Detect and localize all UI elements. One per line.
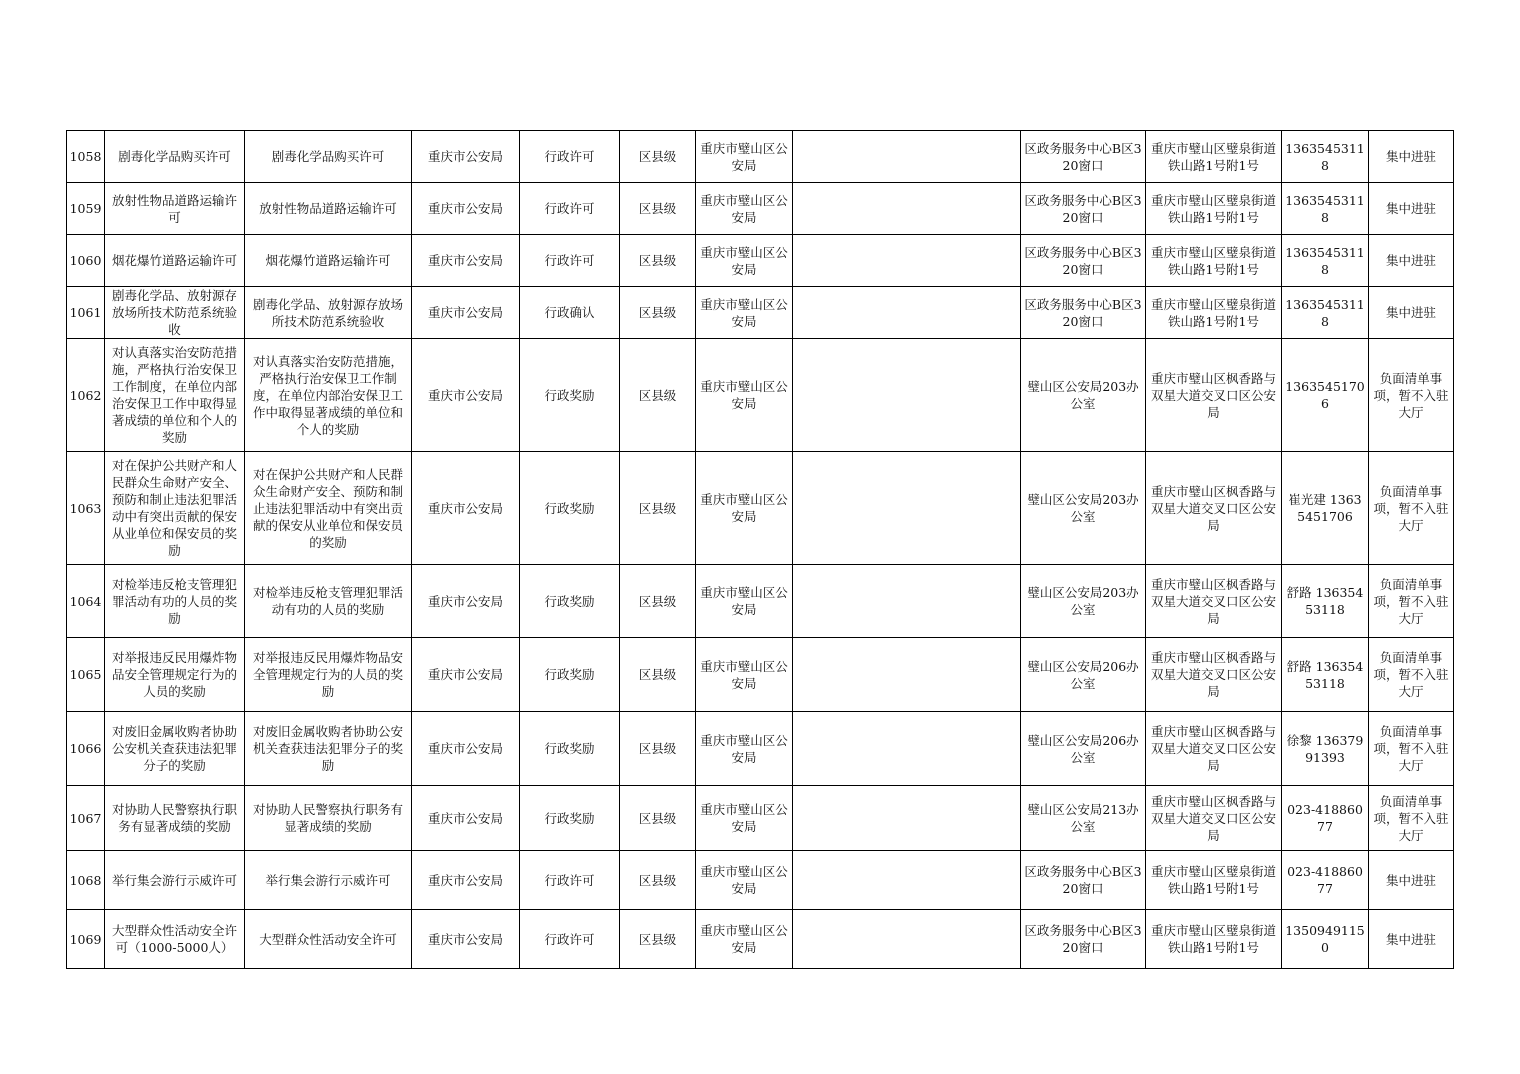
cell-type: 行政奖励 — [520, 339, 620, 452]
cell-address: 重庆市璧山区枫香路与双星大道交叉口区公安局 — [1146, 638, 1282, 712]
cell-sub-name: 大型群众性活动安全许可 — [245, 910, 412, 969]
cell-org: 重庆市璧山区公安局 — [696, 910, 793, 969]
cell-contact: 舒路 13635453118 — [1282, 638, 1369, 712]
cell-mode: 负面清单事项，暂不入驻大厅 — [1369, 565, 1454, 638]
cell-window: 区政务服务中心B区320窗口 — [1021, 287, 1146, 339]
cell-mode: 负面清单事项，暂不入驻大厅 — [1369, 638, 1454, 712]
cell-level: 区县级 — [620, 287, 696, 339]
cell-blank — [793, 339, 1021, 452]
cell-sub-name: 对检举违反枪支管理犯罪活动有功的人员的奖励 — [245, 565, 412, 638]
cell-address: 重庆市璧山区璧泉街道铁山路1号附1号 — [1146, 910, 1282, 969]
table-row — [67, 910, 1454, 969]
cell-dept: 重庆市公安局 — [412, 910, 520, 969]
table-body — [67, 131, 1454, 969]
cell-level: 区县级 — [620, 235, 696, 287]
cell-name: 烟花爆竹道路运输许可 — [105, 235, 245, 287]
cell-sub-name: 烟花爆竹道路运输许可 — [245, 235, 412, 287]
cell-no: 1064 — [67, 565, 105, 638]
cell-mode: 集中进驻 — [1369, 131, 1454, 183]
cell-name: 对协助人民警察执行职务有显著成绩的奖励 — [105, 786, 245, 851]
cell-no: 1067 — [67, 786, 105, 851]
cell-type: 行政奖励 — [520, 712, 620, 786]
cell-window: 区政务服务中心B区320窗口 — [1021, 851, 1146, 910]
cell-blank — [793, 786, 1021, 851]
cell-type: 行政奖励 — [520, 565, 620, 638]
cell-sub-name: 放射性物品道路运输许可 — [245, 183, 412, 235]
cell-contact: 13635451706 — [1282, 339, 1369, 452]
cell-sub-name: 对在保护公共财产和人民群众生命财产安全、预防和制止违法犯罪活动中有突出贡献的保安从业单位和保安员的奖励 — [245, 452, 412, 565]
cell-blank — [793, 565, 1021, 638]
cell-type: 行政奖励 — [520, 638, 620, 712]
cell-dept: 重庆市公安局 — [412, 712, 520, 786]
cell-window: 区政务服务中心B区320窗口 — [1021, 183, 1146, 235]
table-row — [67, 712, 1454, 786]
cell-level: 区县级 — [620, 452, 696, 565]
cell-type: 行政确认 — [520, 287, 620, 339]
cell-no: 1060 — [67, 235, 105, 287]
cell-sub-name: 对废旧金属收购者协助公安机关查获违法犯罪分子的奖励 — [245, 712, 412, 786]
cell-type: 行政许可 — [520, 183, 620, 235]
cell-blank — [793, 712, 1021, 786]
table-row — [67, 452, 1454, 565]
cell-name: 对举报违反民用爆炸物品安全管理规定行为的人员的奖励 — [105, 638, 245, 712]
cell-level: 区县级 — [620, 786, 696, 851]
cell-sub-name: 剧毒化学品、放射源存放场所技术防范系统验收 — [245, 287, 412, 339]
cell-window: 璧山区公安局206办公室 — [1021, 712, 1146, 786]
cell-level: 区县级 — [620, 183, 696, 235]
cell-name: 大型群众性活动安全许可（1000-5000人） — [105, 910, 245, 969]
cell-contact: 13635453118 — [1282, 235, 1369, 287]
table-row — [67, 183, 1454, 235]
table-row — [67, 638, 1454, 712]
cell-address: 重庆市璧山区璧泉街道铁山路1号附1号 — [1146, 183, 1282, 235]
table-row — [67, 565, 1454, 638]
cell-sub-name: 举行集会游行示威许可 — [245, 851, 412, 910]
cell-name: 对认真落实治安防范措施，严格执行治安保卫工作制度，在单位内部治安保卫工作中取得显著成绩的单位和个人的奖励 — [105, 339, 245, 452]
cell-dept: 重庆市公安局 — [412, 183, 520, 235]
cell-window: 璧山区公安局213办公室 — [1021, 786, 1146, 851]
cell-org: 重庆市璧山区公安局 — [696, 452, 793, 565]
cell-window: 区政务服务中心B区320窗口 — [1021, 235, 1146, 287]
cell-mode: 负面清单事项，暂不入驻大厅 — [1369, 712, 1454, 786]
cell-mode: 负面清单事项，暂不入驻大厅 — [1369, 339, 1454, 452]
cell-level: 区县级 — [620, 638, 696, 712]
cell-contact: 13635453118 — [1282, 131, 1369, 183]
cell-type: 行政许可 — [520, 235, 620, 287]
cell-blank — [793, 452, 1021, 565]
cell-window: 璧山区公安局206办公室 — [1021, 638, 1146, 712]
cell-type: 行政奖励 — [520, 452, 620, 565]
cell-contact: 舒路 13635453118 — [1282, 565, 1369, 638]
cell-no: 1069 — [67, 910, 105, 969]
cell-dept: 重庆市公安局 — [412, 452, 520, 565]
cell-no: 1058 — [67, 131, 105, 183]
cell-dept: 重庆市公安局 — [412, 638, 520, 712]
cell-org: 重庆市璧山区公安局 — [696, 565, 793, 638]
cell-address: 重庆市璧山区璧泉街道铁山路1号附1号 — [1146, 235, 1282, 287]
cell-org: 重庆市璧山区公安局 — [696, 712, 793, 786]
cell-org: 重庆市璧山区公安局 — [696, 339, 793, 452]
cell-blank — [793, 638, 1021, 712]
cell-name: 对废旧金属收购者协助公安机关查获违法犯罪分子的奖励 — [105, 712, 245, 786]
cell-contact: 13509491150 — [1282, 910, 1369, 969]
table-row — [67, 131, 1454, 183]
cell-window: 璧山区公安局203办公室 — [1021, 565, 1146, 638]
cell-no: 1065 — [67, 638, 105, 712]
cell-blank — [793, 910, 1021, 969]
table-row — [67, 339, 1454, 452]
cell-window: 区政务服务中心B区320窗口 — [1021, 910, 1146, 969]
cell-sub-name: 对举报违反民用爆炸物品安全管理规定行为的人员的奖励 — [245, 638, 412, 712]
cell-address: 重庆市璧山区枫香路与双星大道交叉口区公安局 — [1146, 565, 1282, 638]
cell-address: 重庆市璧山区璧泉街道铁山路1号附1号 — [1146, 287, 1282, 339]
cell-org: 重庆市璧山区公安局 — [696, 786, 793, 851]
cell-blank — [793, 851, 1021, 910]
cell-name: 对检举违反枪支管理犯罪活动有功的人员的奖励 — [105, 565, 245, 638]
service-items-table — [66, 130, 1454, 969]
cell-address: 重庆市璧山区枫香路与双星大道交叉口区公安局 — [1146, 712, 1282, 786]
cell-type: 行政许可 — [520, 910, 620, 969]
cell-blank — [793, 131, 1021, 183]
cell-contact: 023-41886077 — [1282, 851, 1369, 910]
cell-address: 重庆市璧山区璧泉街道铁山路1号附1号 — [1146, 131, 1282, 183]
cell-contact: 崔光建 13635451706 — [1282, 452, 1369, 565]
cell-contact: 徐黎 13637991393 — [1282, 712, 1369, 786]
cell-no: 1066 — [67, 712, 105, 786]
cell-sub-name: 对认真落实治安防范措施，严格执行治安保卫工作制度，在单位内部治安保卫工作中取得显著成绩的单位和个人的奖励 — [245, 339, 412, 452]
cell-mode: 负面清单事项，暂不入驻大厅 — [1369, 452, 1454, 565]
cell-mode: 集中进驻 — [1369, 287, 1454, 339]
cell-sub-name: 对协助人民警察执行职务有显著成绩的奖励 — [245, 786, 412, 851]
cell-blank — [793, 183, 1021, 235]
cell-name: 放射性物品道路运输许可 — [105, 183, 245, 235]
cell-type: 行政许可 — [520, 851, 620, 910]
cell-address: 重庆市璧山区枫香路与双星大道交叉口区公安局 — [1146, 786, 1282, 851]
cell-contact: 023-41886077 — [1282, 786, 1369, 851]
cell-dept: 重庆市公安局 — [412, 851, 520, 910]
cell-no: 1061 — [67, 287, 105, 339]
cell-window: 区政务服务中心B区320窗口 — [1021, 131, 1146, 183]
cell-level: 区县级 — [620, 339, 696, 452]
table-row — [67, 786, 1454, 851]
table-row — [67, 287, 1454, 339]
cell-level: 区县级 — [620, 131, 696, 183]
table-row — [67, 235, 1454, 287]
cell-dept: 重庆市公安局 — [412, 287, 520, 339]
cell-org: 重庆市璧山区公安局 — [696, 638, 793, 712]
cell-no: 1068 — [67, 851, 105, 910]
cell-org: 重庆市璧山区公安局 — [696, 183, 793, 235]
cell-name: 举行集会游行示威许可 — [105, 851, 245, 910]
cell-type: 行政许可 — [520, 131, 620, 183]
cell-contact: 13635453118 — [1282, 287, 1369, 339]
cell-dept: 重庆市公安局 — [412, 565, 520, 638]
cell-name: 剧毒化学品、放射源存放场所技术防范系统验收 — [105, 287, 245, 339]
table-row — [67, 851, 1454, 910]
cell-blank — [793, 287, 1021, 339]
cell-mode: 集中进驻 — [1369, 235, 1454, 287]
cell-type: 行政奖励 — [520, 786, 620, 851]
cell-org: 重庆市璧山区公安局 — [696, 131, 793, 183]
cell-org: 重庆市璧山区公安局 — [696, 235, 793, 287]
cell-mode: 负面清单事项，暂不入驻大厅 — [1369, 786, 1454, 851]
cell-org: 重庆市璧山区公安局 — [696, 287, 793, 339]
cell-contact: 13635453118 — [1282, 183, 1369, 235]
cell-no: 1059 — [67, 183, 105, 235]
cell-dept: 重庆市公安局 — [412, 786, 520, 851]
cell-name: 对在保护公共财产和人民群众生命财产安全、预防和制止违法犯罪活动中有突出贡献的保安从业单位和保安员的奖励 — [105, 452, 245, 565]
cell-level: 区县级 — [620, 851, 696, 910]
cell-name: 剧毒化学品购买许可 — [105, 131, 245, 183]
cell-level: 区县级 — [620, 712, 696, 786]
cell-no: 1062 — [67, 339, 105, 452]
cell-mode: 集中进驻 — [1369, 910, 1454, 969]
cell-sub-name: 剧毒化学品购买许可 — [245, 131, 412, 183]
cell-dept: 重庆市公安局 — [412, 235, 520, 287]
cell-window: 璧山区公安局203办公室 — [1021, 452, 1146, 565]
cell-address: 重庆市璧山区璧泉街道铁山路1号附1号 — [1146, 851, 1282, 910]
cell-dept: 重庆市公安局 — [412, 339, 520, 452]
cell-mode: 集中进驻 — [1369, 183, 1454, 235]
cell-level: 区县级 — [620, 910, 696, 969]
cell-window: 璧山区公安局203办公室 — [1021, 339, 1146, 452]
cell-level: 区县级 — [620, 565, 696, 638]
cell-address: 重庆市璧山区枫香路与双星大道交叉口区公安局 — [1146, 452, 1282, 565]
cell-address: 重庆市璧山区枫香路与双星大道交叉口区公安局 — [1146, 339, 1282, 452]
cell-org: 重庆市璧山区公安局 — [696, 851, 793, 910]
cell-dept: 重庆市公安局 — [412, 131, 520, 183]
cell-blank — [793, 235, 1021, 287]
cell-mode: 集中进驻 — [1369, 851, 1454, 910]
cell-no: 1063 — [67, 452, 105, 565]
